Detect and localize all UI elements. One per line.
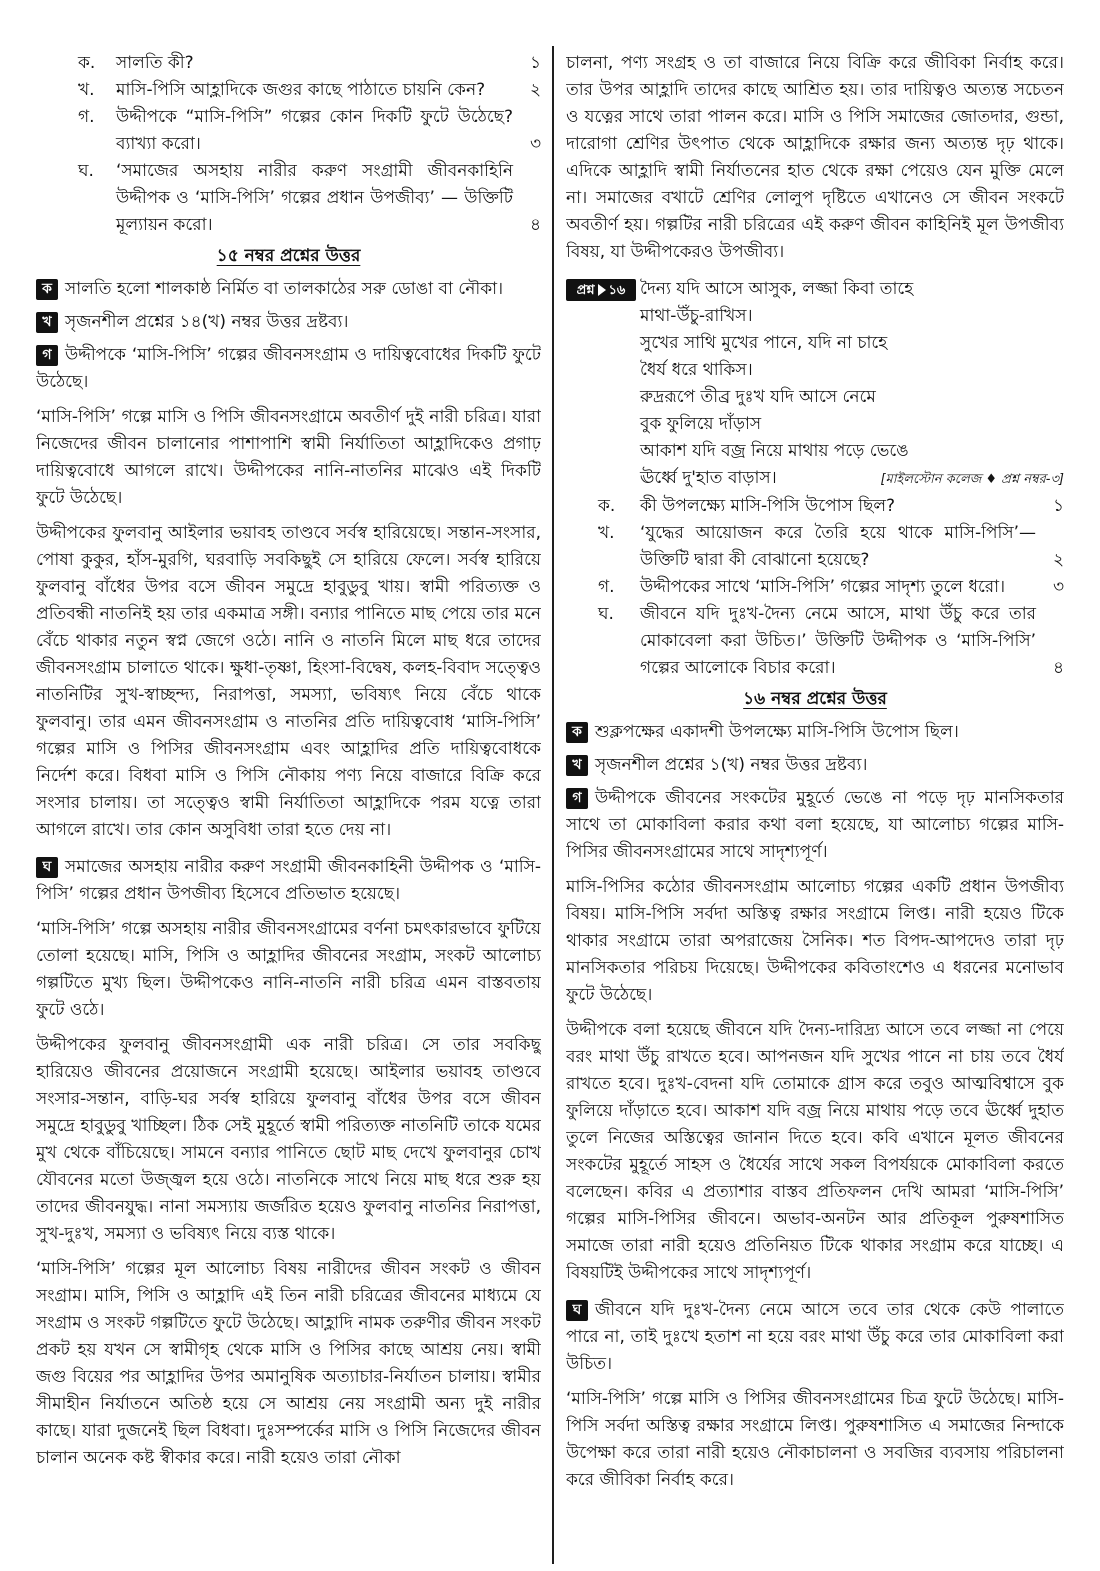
- answer-badge: ক: [36, 279, 58, 300]
- question-item: [566, 493, 1064, 520]
- question-mark: ১: [529, 53, 541, 73]
- question-item: [36, 77, 541, 104]
- answer-heading: [36, 243, 541, 270]
- answer-paragraph: ‘মাসি-পিসি’ গল্পে মাসি ও পিসি জীবনসংগ্রামে অবতীর্ণ দুই নারী চরিত্র। যারা নিজেদের জীবন চালানোর পাশাপাশি স্বামী নির্যাতিতা আহ্লাদিকেও প্রগাঢ় দায়িত্ববোধে আগলে রাখে। উদ্দীপকের নানি-নাতনির মাঝেও এই দিকটি ফুটে উঠেছে।: [36, 407, 541, 508]
- answer-text: শুক্লপক্ষের একাদশী উপলক্ষ্যে মাসি-পিসি উপোস ছিল।: [595, 722, 959, 742]
- poem-last-line: [640, 465, 1064, 493]
- answer-ka: [566, 719, 1064, 746]
- poem-line: রুদ্ররূপে তীব্র দুঃখ যদি আসে নেমে: [640, 387, 876, 407]
- poem-line: মাথা-উঁচু-রাখিস।: [640, 306, 753, 326]
- answer-badge: খ: [566, 755, 588, 776]
- answer-text: উদ্দীপকে ‘মাসি-পিসি’ গল্পের জীবনসংগ্রাম ও দায়িত্ববোধের দিকটি ফুটে উঠেছে।: [36, 345, 541, 392]
- answer-text: সালতি হলো শালকাষ্ঠ নির্মিত বা তালকাঠের সরু ডোঙা বা নৌকা।: [65, 279, 504, 299]
- question-source: [মাইলস্টোন কলেজ ♦ প্রশ্ন নম্বর-৩]: [880, 472, 1064, 487]
- question-text: উদ্দীপকের সাথে ‘মাসি-পিসি’ গল্পের সাদৃশ্য তুলে ধরো।: [640, 577, 1006, 597]
- answer-paragraph: উদ্দীপকের ফুলবানু আইলার ভয়াবহ তাণ্ডবে সর্বস্ব হারিয়েছে। সন্তান-সংসার, পোষা কুকুর, হাঁস-মুরগি, ঘরবাড়ি সবকিছুই সে হারিয়ে ফেলে। সর্বস্ব হারিয়ে ফুলবানু বাঁধের উপর বসে জীবন সমুদ্রে হাবুডুবু খায়। স্বামী পরিত্যক্ত ও প্রতিবন্ধী নাতনিই হয় তার একমাত্র সঙ্গী। বন্যার পানিতে মাছ পেয়ে তার মনে বেঁচে থাকার নতুন স্বপ্ন জেগে ওঠে। নানি ও নাতনি মিলে মাছ ধরে তাদের জীবনসংগ্রাম চালাতে থাকে। ক্ষুধা-তৃষ্ণা, হিংসা-বিদ্বেষ, কলহ-বিবাদ সত্ত্বেও নাতনিটির সুখ-স্বাচ্ছন্দ্য, নিরাপত্তা, সমস্যা, ভবিষ্যৎ নিয়ে বেঁচে থাকে ফুলবানু। তার এমন জীবনসংগ্রাম ও নাতনির প্রতি দায়িত্ববোধ ‘মাসি-পিসি’ গল্পের মাসি ও পিসির জীবনসংগ্রাম এবং আহ্লাদির প্রতি দায়িত্ববোধকে নির্দেশ করে। বিধবা মাসি ও পিসি নৌকায় পণ্য নিয়ে বাজারে বিক্রি করে সংসার চালায়। তা সত্ত্বেও স্বামী নির্যাতিতা আহ্লাদিকে পরম যত্নে তারা আগলে রাখে। তার কোন অসুবিধা তারা হতে দেয় না।: [36, 523, 541, 840]
- question-text: ‘সমাজের অসহায় নারীর করুণ সংগ্রামী জীবনকাহিনি উদ্দীপক ও ‘মাসি-পিসি’ গল্পের প্রধান উপজীব্য’ — উক্তিটি মূল্যায়ন করো।: [116, 161, 513, 235]
- question-label: ক.: [598, 496, 616, 516]
- answer-badge: ঘ: [36, 857, 58, 878]
- poem: [640, 276, 1064, 493]
- question-label: খ.: [598, 523, 615, 543]
- question-label: খ.: [78, 80, 95, 100]
- question-16-list: [566, 493, 1064, 682]
- answer-ga: [36, 342, 541, 396]
- answer-paragraph: ‘মাসি-পিসি’ গল্পে মাসি ও পিসির জীবনসংগ্রামের চিত্র ফুটে উঠেছে। মাসি-পিসি সর্বদা অস্তিত্ব রক্ষার সংগ্রামে লিপ্ত। পুরুষশাসিত এ সমাজের নিন্দাকে উপেক্ষা করে তারা নারী হয়েও নৌকাচালনা ও সবজির ব্যবসায় পরিচালনা করে জীবিকা নির্বাহ করে।: [566, 1389, 1064, 1490]
- answer-ka: [36, 276, 541, 303]
- answer-paragraph: মাসি-পিসির কঠোর জীবনসংগ্রাম আলোচ্য গল্পের একটি প্রধান উপজীব্য বিষয়। মাসি-পিসি সর্বদা অস্তিত্ব রক্ষার সংগ্রামে লিপ্ত। নারী হয়েও টিকে থাকার সংগ্রামে তারা অপরাজেয় সৈনিক। শত বিপদ-আপদেও তারা দৃঢ় মানসিকতার পরিচয় দিয়েছে। উদ্দীপকের কবিতাংশেও এ ধরনের মনোভাব ফুটে উঠেছে।: [566, 877, 1064, 1005]
- right-column: [566, 50, 1064, 1564]
- answer-paragraph: উদ্দীপকের ফুলবানু জীবনসংগ্রামী এক নারী চরিত্র। সে তার সবকিছু হারিয়েও জীবনের প্রয়োজনে সংগ্রামী হয়েছে। আইলার ভয়াবহ তাণ্ডবে সংসার-সন্তান, বাড়ি-ঘর সর্বস্ব হারিয়ে ফুলবানু বাঁধের উপর বসে জীবন সমুদ্রে হাবুডুবু খাচ্ছিল। ঠিক সেই মুহূর্তে স্বামী পরিত্যক্ত নাতনিটি তাকে যমের মুখ থেকে বাঁচিয়েছে। সামনে বন্যার পানিতে ছোট মাছ দেখে ফুলবানুর চোখ যৌবনের মতো উজ্জ্বল হয়ে ওঠে। নাতনিকে সাথে নিয়ে মাছ ধরে শুরু হয় তাদের জীবনযুদ্ধ। নানা সমস্যায় জর্জরিত হয়েও ফুলবানু নাতনির নিরাপত্তা, সুখ-দুঃখ, সমস্যা ও ভবিষ্যৎ নিয়ে ব্যস্ত থাকে।: [36, 1035, 541, 1244]
- poem-line: দৈন্য যদি আসে আসুক, লজ্জা কিবা তাহে: [640, 279, 914, 299]
- answer-text: উদ্দীপকে জীবনের সংকটের মুহূর্তে ভেঙে না পড়ে দৃঢ় মানসিকতার সাথে তা মোকাবিলা করার কথা বলা হয়েছে, যা আলোচ্য গল্পের মাসি-পিসির জীবনসংগ্রামের সাথে সাদৃশ্যপূর্ণ।: [566, 788, 1064, 862]
- answer-paragraph: ‘মাসি-পিসি’ গল্পে অসহায় নারীর জীবনসংগ্রামের বর্ণনা চমৎকারভাবে ফুটিয়ে তোলা হয়েছে। মাসি, পিসি ও আহ্লাদির জীবনের সংগ্রাম, সংকট আলোচ্য গল্পটিতে মুখ্য ছিল। উদ্দীপকেও নানি-নাতনি নারী চরিত্র এমন বাস্তবতায় ফুটে ওঠে।: [36, 919, 541, 1020]
- answer-heading-text: ১৫ নম্বর প্রশ্নের উত্তর: [216, 246, 361, 266]
- question-badge: [566, 279, 636, 301]
- question-badge-number: ১৬: [608, 282, 626, 298]
- question-mark: ৩: [1052, 577, 1064, 597]
- question-text: উদ্দীপকে “মাসি-পিসি” গল্পের কোন দিকটি ফুটে উঠেছে? ব্যাখ্যা করো।: [116, 107, 513, 154]
- question-label: ঘ.: [598, 604, 614, 624]
- answer-text: সৃজনশীল প্রশ্নের ১৪(খ) নম্বর উত্তর দ্রষ্টব্য।: [65, 312, 349, 332]
- question-mark: ১: [1052, 496, 1064, 516]
- question-mark: ৪: [1052, 658, 1064, 678]
- question-text: কী উপলক্ষ্যে মাসি-পিসি উপোস ছিল?: [640, 496, 896, 516]
- answer-paragraph: ‘মাসি-পিসি’ গল্পের মূল আলোচ্য বিষয় নারীদের জীবন সংকট ও জীবন সংগ্রাম। মাসি, পিসি ও আহ্লাদি এই তিন নারী চরিত্রের জীবনের মাধ্যমে যে সংগ্রাম ও সংকট গল্পটিতে ফুটে উঠেছে। আহ্লাদি নামক তরুণীর জীবন সংকট প্রকট হয় যখন সে স্বামীগৃহ থেকে মাসি ও পিসির কাছে আশ্রয় নেয়। স্বামী জগু বিয়ের পর আহ্লাদির উপর অমানুষিক অত্যাচার-নির্যাতন চালায়। স্বামীর সীমাহীন নির্যাতনে অতিষ্ঠ হয়ে সে আশ্রয় নেয় সংগ্রামী অন্য দুই নারীর কাছে। যারা দুজনেই ছিল বিধবা। দুঃসম্পর্কের মাসি ও পিসি নিজেদের জীবন চালান অনেক কষ্ট স্বীকার করে। নারী হয়েও তারা নৌকা: [36, 1259, 541, 1468]
- question-mark: ২: [1052, 550, 1064, 570]
- answer-badge: গ: [566, 788, 588, 809]
- question-text: সালতি কী?: [116, 53, 194, 73]
- question-text: জীবনে যদি দুঃখ-দৈন্য নেমে আসে, মাথা উঁচু করে তার মোকাবেলা করা উচিত।’ উক্তিটি উদ্দীপক ও ‘মাসি-পিসি’ গল্পের আলোকে বিচার করো।: [640, 604, 1036, 678]
- answer-paragraph-continued: চালনা, পণ্য সংগ্রহ ও তা বাজারে নিয়ে বিক্রি করে জীবিকা নির্বাহ করে। তার উপর আহ্লাদি তাদের কাছে আশ্রিত হয়। তার দায়িত্বও অত্যন্ত সচেতন ও যত্নের সাথে তারা পালন করে। মাসি ও পিসি সমাজের জোতদার, গুন্ডা, দারোগা শ্রেণির উৎপাত থেকে আহ্লাদিকে রক্ষার জন্য অত্যন্ত দৃঢ় থাকে। এদিকে আহ্লাদি স্বামী নির্যাতনের হাত থেকে রক্ষা পেয়েও যেন মুক্তি মেলে না। সমাজের বখাটে শ্রেণির লোলুপ দৃষ্টিতে এখানেও সে জীবন সংকটে অবতীর্ণ হয়। গল্পটির নারী চরিত্রের এই করুণ জীবন কাহিনিই মূল উপজীব্য বিষয়, যা উদ্দীপকেরও উপজীব্য।: [566, 53, 1064, 262]
- question-text: ‘যুদ্ধের আয়োজন করে তৈরি হয়ে থাকে মাসি-পিসি’— উক্তিটি দ্বারা কী বোঝানো হয়েছে?: [640, 523, 1036, 570]
- question-item: [36, 104, 541, 158]
- poem-line: ধৈর্য ধরে থাকিস।: [640, 360, 753, 380]
- answer-badge: ক: [566, 722, 588, 743]
- answer-gha: [36, 854, 541, 908]
- question-item: [566, 520, 1064, 574]
- answer-kha: [566, 752, 1064, 779]
- answer-text: সৃজনশীল প্রশ্নের ১(খ) নম্বর উত্তর দ্রষ্টব্য।: [595, 755, 868, 775]
- answer-badge: গ: [36, 345, 58, 366]
- question-label: ক.: [78, 53, 96, 73]
- answer-gha: [566, 1297, 1064, 1378]
- question-mark: ৩: [529, 134, 541, 154]
- answer-heading: [566, 686, 1064, 713]
- answer-kha: [36, 309, 541, 336]
- answer-badge: খ: [36, 312, 58, 333]
- question-item: [36, 50, 541, 77]
- answer-text: জীবনে যদি দুঃখ-দৈন্য নেমে আসে তবে তার থেকে কেউ পালাতে পারে না, তাই দুঃখে হতাশ না হয়ে বরং মাথা উঁচু করে তার মোকাবিলা করা উচিত।: [566, 1300, 1064, 1374]
- answer-badge: ঘ: [566, 1300, 588, 1321]
- question-label: ঘ.: [78, 161, 94, 181]
- question-15-list: [36, 50, 541, 239]
- answer-ga: [566, 785, 1064, 866]
- poem-line: আকাশ যদি বজ্র নিয়ে মাথায় পড়ে ভেঙে: [640, 441, 909, 461]
- question-mark: ৪: [529, 215, 541, 235]
- question-text: মাসি-পিসি আহ্লাদিকে জগুর কাছে পাঠাতে চায়নি কেন?: [116, 80, 486, 100]
- question-label: গ.: [598, 577, 615, 597]
- question-16-stimulus: [566, 276, 1064, 493]
- answer-paragraph: উদ্দীপকে বলা হয়েছে জীবনে যদি দৈন্য-দারিদ্র্য আসে তবে লজ্জা না পেয়ে বরং মাথা উঁচু রাখতে হবে। আপনজন যদি সুখের পানে না চায় তবে ধৈর্য রাখতে হবে। দুঃখ-বেদনা যদি তোমাকে গ্রাস করে তবুও আত্মবিশ্বাসে বুক ফুলিয়ে দাঁড়াতে হবে। আকাশ যদি বজ্র নিয়ে মাথায় পড়ে তবে ঊর্ধ্বে দুহাত তুলে নিজের অস্তিত্বের জানান দিতে হবে। কবি এখানে মূলত জীবনের সংকটের মুহূর্তে সাহস ও ধৈর্যের সাথে সকল বিপর্যয়কে মোকাবিলা করতে বলেছেন। কবির এ প্রত্যাশার বাস্তব প্রতিফলন দেখি আমরা ‘মাসি-পিসি’ গল্পের মাসি-পিসির জীবনে। অভাব-অনটন আর প্রতিকূল পুরুষশাসিত সমাজে তারা নারী হয়েও প্রতিনিয়ত টিকে থাকার সংগ্রাম করে যাচ্ছে। এ বিষয়টিই উদ্দীপকের সাথে সাদৃশ্যপূর্ণ।: [566, 1020, 1064, 1283]
- question-badge-label: প্রশ্ন: [576, 282, 595, 298]
- poem-line: ঊর্ধ্বে দু'হাত বাড়াস।: [640, 468, 777, 488]
- column-divider: [552, 46, 554, 1564]
- left-column: [36, 50, 541, 1564]
- answer-text: সমাজের অসহায় নারীর করুণ সংগ্রামী জীবনকাহিনী উদ্দীপক ও ‘মাসি-পিসি’ গল্পের প্রধান উপজীব্য হিসেবে প্রতিভাত হয়েছে।: [36, 857, 541, 904]
- question-item: [36, 158, 541, 239]
- poem-line: সুখের সাথি মুখের পানে, যদি না চাহে: [640, 333, 888, 353]
- question-item: [566, 601, 1064, 682]
- question-item: [566, 574, 1064, 601]
- answer-heading-text: ১৬ নম্বর প্রশ্নের উত্তর: [743, 689, 887, 709]
- poem-line: বুক ফুলিয়ে দাঁড়াস: [640, 414, 762, 434]
- arrow-icon: [598, 284, 606, 296]
- question-mark: ২: [529, 80, 541, 100]
- question-label: গ.: [78, 107, 95, 127]
